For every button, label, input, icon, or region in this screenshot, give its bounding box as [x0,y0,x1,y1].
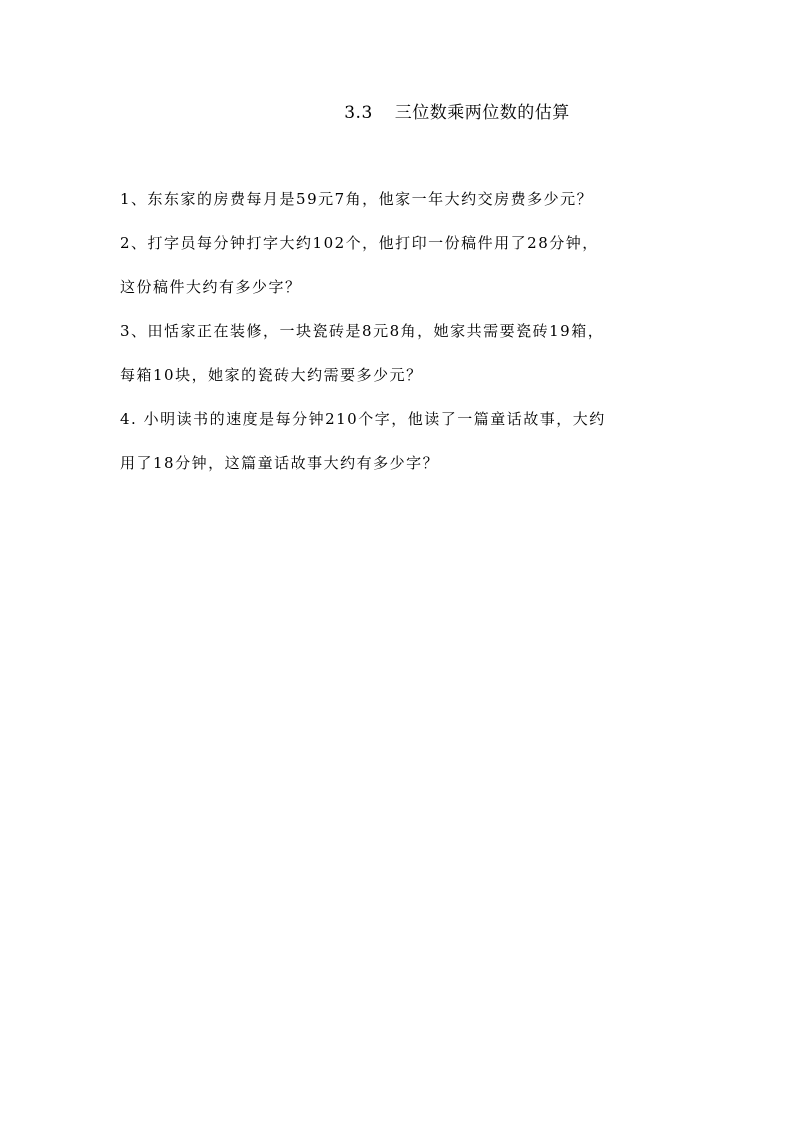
problem-2-line-1: 2、打字员每分钟打字大约102个，他打印一份稿件用了28分钟， [120,234,599,252]
section-title: 三位数乘两位数的估算 [394,103,570,123]
problem-list [120,185,680,478]
page-title [0,101,794,125]
problem-4-line-1: 4. 小明读书的速度是每分钟210个字，他读了一篇童话故事，大约 [120,410,606,428]
section-number: 3.3 [344,103,373,123]
problem-4-line-2: 用了18分钟，这篇童话故事大约有多少字？ [120,454,440,472]
problem-2-line-2: 这份稿件大约有多少字？ [120,278,302,296]
problem-3-line-2: 每箱10块，她家的瓷砖大约需要多少元？ [120,366,423,384]
problem-3-line-1: 3、田恬家正在装修，一块瓷砖是8元8角，她家共需要瓷砖19箱， [120,322,605,340]
problem-1-line-1: 1、东东家的房费每月是59元7角，他家一年大约交房费多少元？ [120,190,594,208]
